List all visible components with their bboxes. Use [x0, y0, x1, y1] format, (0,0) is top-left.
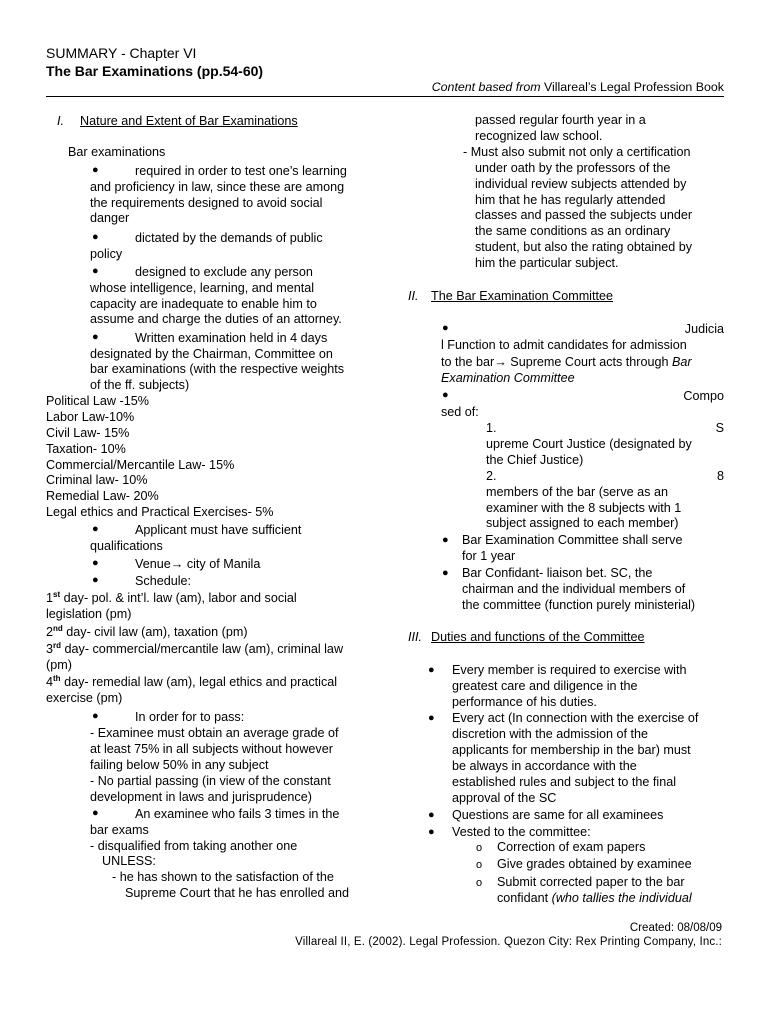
list-item: the same conditions as an ordinary — [475, 224, 671, 238]
citation: Villareal II, E. (2002). Legal Profession. Quezon City: Rex Printing Company, Inc.: — [295, 936, 722, 948]
subject-weight: Commercial/Mercantile Law- 15% — [46, 458, 235, 472]
subject-weight: Legal ethics and Practical Exercises- 5% — [46, 505, 274, 519]
source-note: Content based from Villareal’s Legal Profession Book — [431, 80, 724, 94]
bullet-icon: ● — [428, 826, 435, 838]
list-item: the committee (function purely ministerial) — [462, 598, 696, 612]
list-item: Schedule: — [135, 574, 192, 588]
list-item: applicants for membership in the bar) must — [452, 743, 691, 757]
list-item: chairman and the individual members of — [462, 582, 686, 596]
schedule-day-3-cont: (pm) — [46, 658, 72, 672]
list-item: the requirements designed to avoid social — [90, 196, 323, 210]
list-item: approval of the SC — [452, 791, 557, 805]
list-item: - No partial passing (in view of the constant — [90, 774, 331, 788]
list-item: members of the bar (serve as an — [486, 485, 668, 499]
list-item: - Must also submit not only a certification — [463, 145, 691, 159]
subject-weight: Political Law -15% — [46, 394, 149, 408]
list-item: Compo — [683, 389, 724, 403]
subject-weight: Criminal law- 10% — [46, 473, 148, 487]
list-item: Supreme Court that he has enrolled and — [125, 886, 350, 900]
list-item: Applicant must have sufficient — [135, 523, 302, 537]
schedule-day-4: 4th day- remedial law (am), legal ethics and practical — [46, 673, 338, 689]
list-item: Bar Confidant- liaison bet. SC, the — [462, 566, 653, 580]
list-item: 8 — [716, 469, 724, 483]
header-rule — [46, 96, 724, 97]
list-item: bar examinations (with the respective weights — [90, 362, 345, 376]
bullet-icon: ● — [442, 534, 449, 546]
list-item: l Function to admit candidates for admission — [441, 338, 687, 352]
created-date: Created: 08/08/09 — [629, 922, 722, 934]
bullet-icon: ● — [92, 807, 99, 819]
list-item: at least 75% in all subjects without however — [90, 742, 333, 756]
schedule-day-3: 3rd day- commercial/mercantile law (am), criminal law — [46, 640, 344, 656]
list-item: Submit corrected paper to the bar — [497, 875, 685, 889]
schedule-day-1: 1st day- pol. & int’l. law (am), labor and social — [46, 589, 297, 605]
bullet-icon: ● — [92, 710, 99, 722]
list-item: dictated by the demands of public — [135, 231, 323, 245]
list-item: discretion with the admission of the — [452, 727, 649, 741]
bullet-icon: ● — [442, 322, 449, 334]
list-item: for 1 year — [462, 549, 516, 563]
bullet-icon: ● — [92, 574, 99, 586]
bullet-icon: ● — [428, 712, 435, 724]
circle-bullet-icon: o — [476, 859, 483, 871]
list-item: passed regular fourth year in a — [475, 113, 646, 127]
list-item: Examination Committee — [441, 371, 575, 385]
list-item: him that he has regularly attended — [475, 193, 666, 207]
list-item: Vested to the committee: — [452, 825, 591, 839]
bullet-icon: ● — [92, 265, 99, 277]
list-item: examiner with the 8 subjects with 1 — [486, 501, 682, 515]
list-item: development in laws and jurisprudence) — [90, 790, 312, 804]
list-item: Bar Examination Committee shall serve — [462, 533, 683, 547]
list-item: - he has shown to the satisfaction of the — [112, 870, 334, 884]
list-item: danger — [90, 211, 130, 225]
list-item: under oath by the professors of the — [475, 161, 671, 175]
bullet-icon: ● — [92, 557, 99, 569]
list-item: greatest care and diligence in the — [452, 679, 638, 693]
list-item: qualifications — [90, 539, 163, 553]
list-item: classes and passed the subjects under — [475, 208, 693, 222]
list-item: individual review subjects attended by — [475, 177, 687, 191]
list-item: 2. — [486, 469, 497, 483]
list-item: assume and charge the duties of an attorney. — [90, 312, 342, 326]
list-item: required in order to test one’s learning — [135, 164, 347, 178]
list-item: whose intelligence, learning, and mental — [90, 281, 315, 295]
schedule-day-1-cont: legislation (pm) — [46, 607, 132, 621]
list-item: UNLESS: — [102, 854, 156, 868]
list-item: to the bar→ Supreme Court acts through Bar — [441, 355, 692, 369]
list-item: Judicia — [684, 322, 724, 336]
bullet-icon: ● — [92, 164, 99, 176]
list-item: subject assigned to each member) — [486, 516, 679, 530]
list-item: performance of his duties. — [452, 695, 597, 709]
circle-bullet-icon: o — [476, 877, 483, 889]
subject-weight: Remedial Law- 20% — [46, 489, 159, 503]
list-item: designed to exclude any person — [135, 265, 313, 279]
list-item: of the ff. subjects) — [90, 378, 190, 392]
doc-subtitle: SUMMARY - Chapter VI — [46, 45, 197, 61]
section-3-heading: III. Duties and functions of the Committee — [408, 630, 645, 644]
schedule-day-2: 2nd day- civil law (am), taxation (pm) — [46, 623, 248, 639]
list-item: - disqualified from taking another one — [90, 839, 298, 853]
list-item: be always in accordance with the — [452, 759, 637, 773]
list-item: the Chief Justice) — [486, 453, 584, 467]
doc-title: The Bar Examinations (pp.54-60) — [46, 63, 264, 79]
list-item: Written examination held in 4 days — [135, 331, 328, 345]
section-2-heading: II. The Bar Examination Committee — [408, 289, 613, 303]
schedule-day-4-cont: exercise (pm) — [46, 691, 123, 705]
section-1-heading: I. Nature and Extent of Bar Examinations — [57, 114, 298, 128]
bullet-icon: ● — [92, 231, 99, 243]
list-item: S — [715, 421, 724, 435]
list-item: failing below 50% in any subject — [90, 758, 269, 772]
bullet-icon: ● — [428, 809, 435, 821]
list-item: In order for to pass: — [135, 710, 245, 724]
list-item: An examinee who fails 3 times in the — [135, 807, 340, 821]
list-item: policy — [90, 247, 123, 261]
bullet-icon: ● — [442, 389, 449, 401]
list-item: Every act (In connection with the exercise of — [452, 711, 699, 725]
list-item: confidant (who tallies the individual — [497, 891, 692, 905]
circle-bullet-icon: o — [476, 842, 483, 854]
list-item: 1. — [486, 421, 497, 435]
list-item: - Examinee must obtain an average grade of — [90, 726, 339, 740]
list-item: established rules and subject to the final — [452, 775, 677, 789]
list-item: designated by the Chairman, Committee on — [90, 347, 333, 361]
list-item: capacity are inadequate to enable him to — [90, 297, 317, 311]
list-item: Questions are same for all examinees — [452, 808, 664, 822]
list-item: Every member is required to exercise with — [452, 663, 687, 677]
list-item: Give grades obtained by examinee — [497, 857, 692, 871]
list-item: bar exams — [90, 823, 149, 837]
list-item: Correction of exam papers — [497, 840, 646, 854]
subject-weight: Civil Law- 15% — [46, 426, 130, 440]
list-item: sed of: — [441, 405, 479, 419]
list-item: student, but also the rating obtained by — [475, 240, 693, 254]
list-item: recognized law school. — [475, 129, 603, 143]
list-item: him the particular subject. — [475, 256, 619, 270]
bullet-icon: ● — [92, 331, 99, 343]
subject-weight: Labor Law-10% — [46, 410, 135, 424]
bullet-icon: ● — [92, 523, 99, 535]
bullet-icon: ● — [428, 664, 435, 676]
venue-line: Venue→ city of Manila — [135, 557, 261, 571]
list-item: upreme Court Justice (designated by — [486, 437, 692, 451]
list-item: and proficiency in law, since these are among — [90, 180, 345, 194]
bar-exams-label: Bar examinations — [68, 145, 166, 159]
bullet-icon: ● — [442, 567, 449, 579]
subject-weight: Taxation- 10% — [46, 442, 126, 456]
